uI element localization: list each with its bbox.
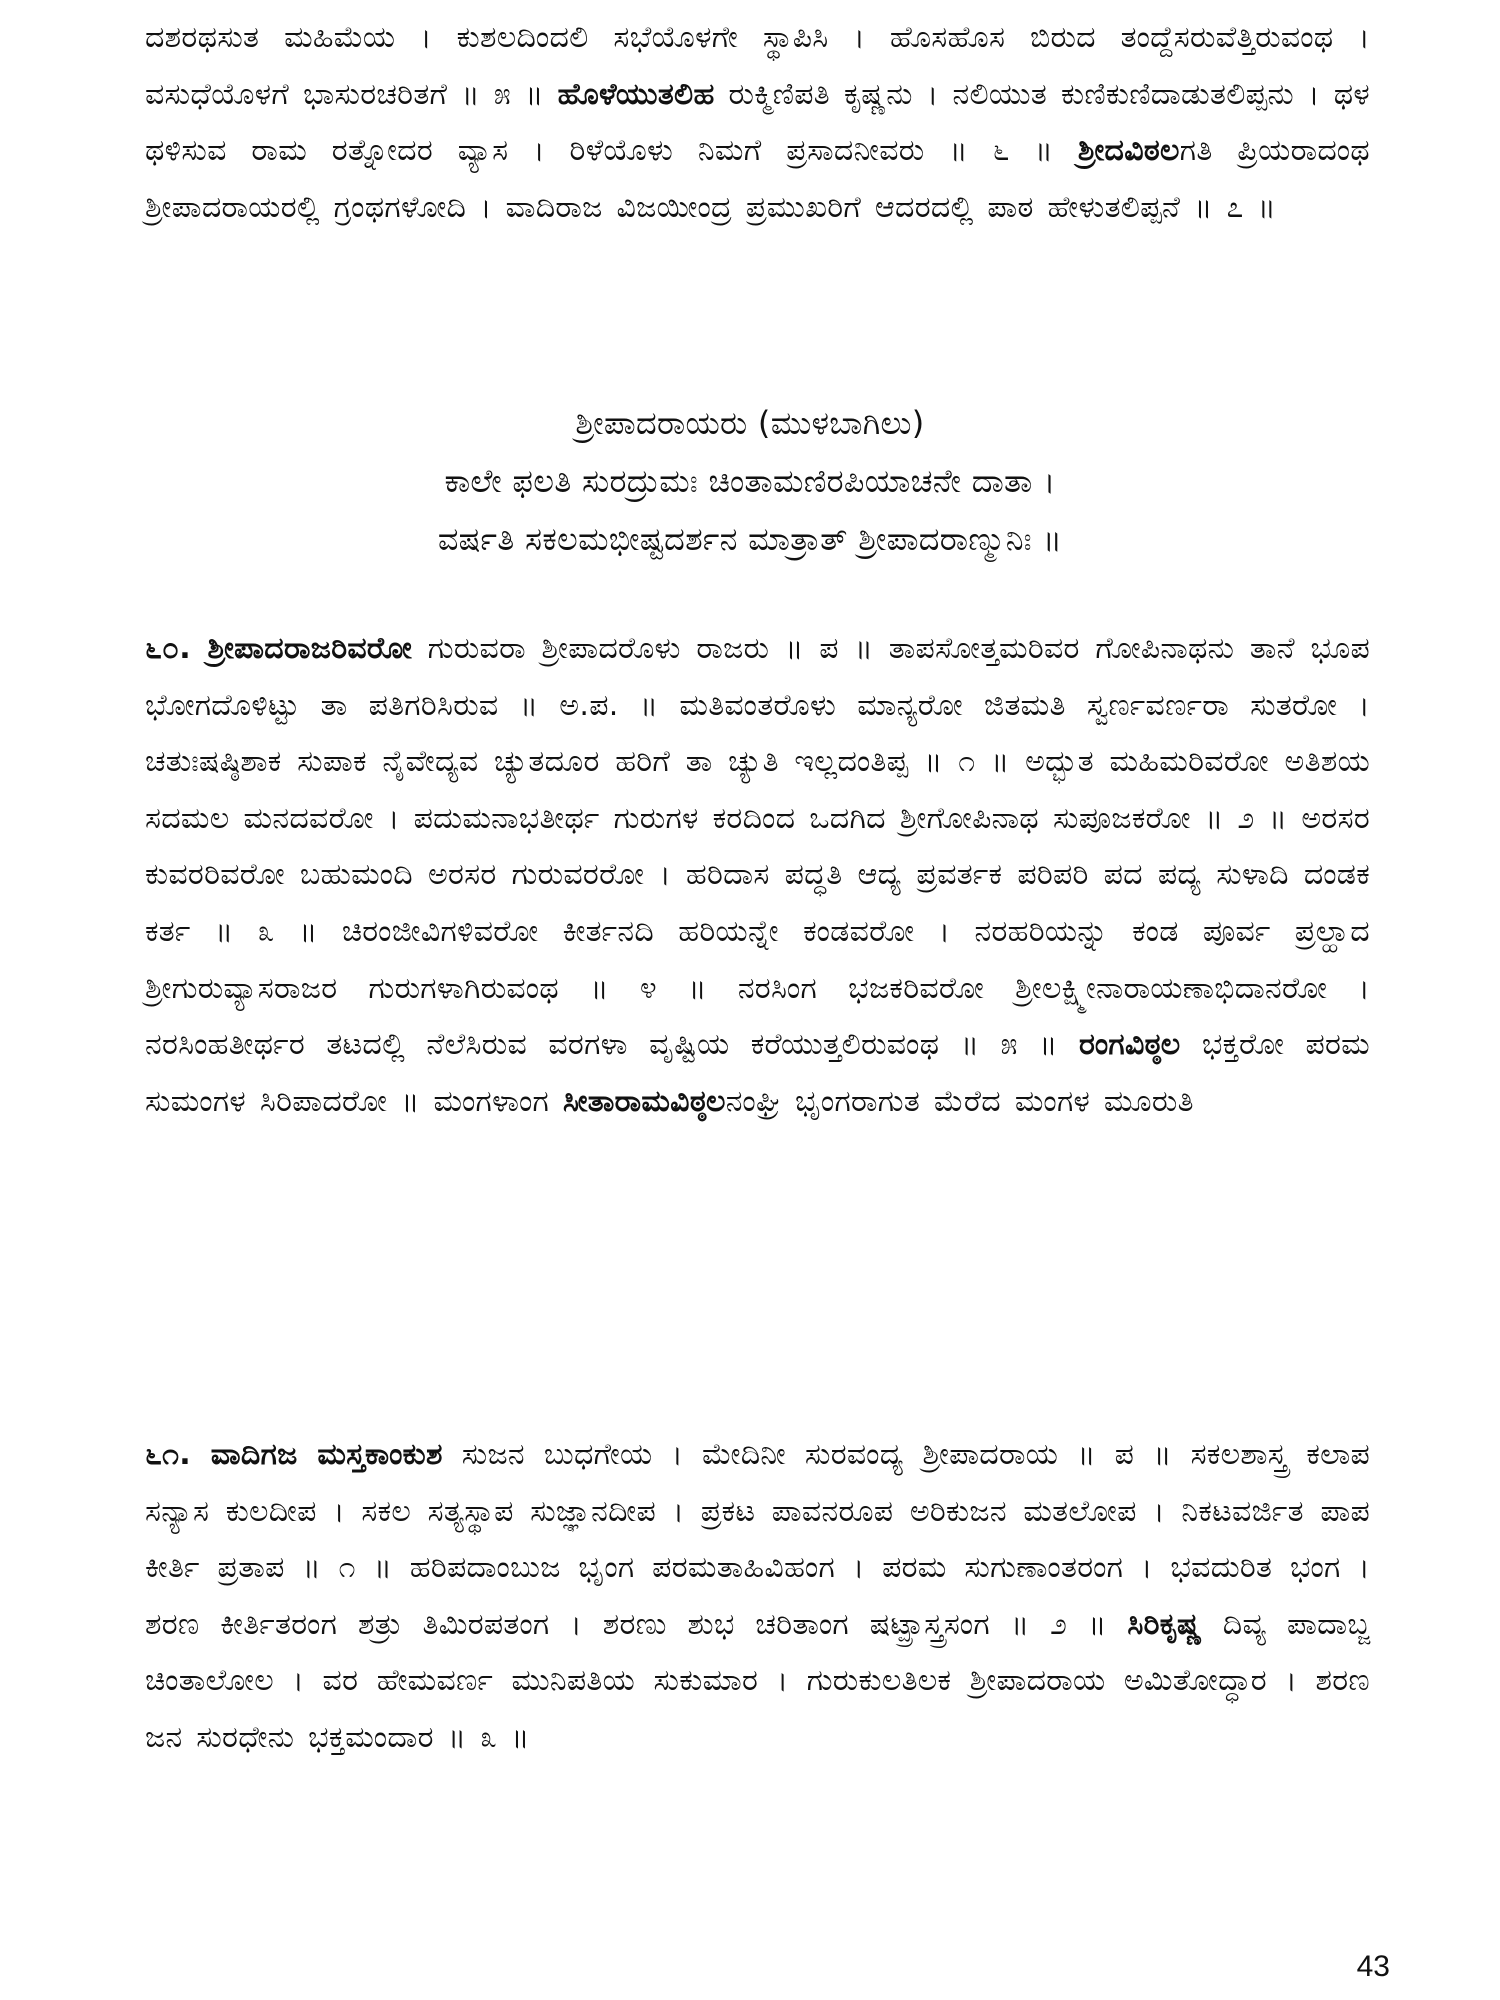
- verse-text: ರುಕ್ಮಿಣಿಪತಿ ಕೃಷ್ಣನು । ನಲಿಯುತ ಕುಣಿಕುಣಿದಾಡುತಲಿಪ್ಪನು । ಥಳ ಥಳಿಸುವ ರಾಮ ರತ್ನೋದರ ವ್ಯಾಸ । ರಿಳೆಯೊಳು ನಿಮಗೆ ಪ್ರಸಾದನೀವರು ॥ ೬ ॥: [145, 76, 1370, 169]
- verse-text: ದಿವ್ಯ ಪಾದಾಬ್ಜ ಚಿಂತಾಲೋಲ । ವರ ಹೇಮವರ್ಣ ಮುನಿಪತಿಯ ಸುಕುಮಾರ । ಗುರುಕುಲತಿಲಕ ಶ್ರೀಪಾದರಾಯ ಅಮಿತೋದ್ಧಾರ । ಶರಣ ಜನ ಸುರಧೇನು ಭಕ್ತಮಂದಾರ ॥ ೩ ॥: [145, 1606, 1370, 1755]
- ankita-name: ಸೀತಾರಾಮವಿಠ್ಠಲ: [562, 1083, 726, 1119]
- ankita-name: ರಂಗವಿಠ್ಠಲ: [1078, 1027, 1181, 1063]
- verse-text: ಸುಜನ ಬುಧಗೇಯ । ಮೇದಿನೀ ಸುರವಂದ್ಯ ಶ್ರೀಪಾದರಾಯ ॥ ಪ ॥ ಸಕಲಶಾಸ್ತ್ರ ಕಲಾಪ ಸನ್ಯಾಸ ಕುಲದೀಪ । ಸಕಲ ಸತ್ಯಸ್ಥಾಪ ಸುಜ್ಞಾನದೀಪ । ಪ್ರಕಟ ಪಾವನರೂಪ ಅರಿಕುಜನ ಮತಲೋಪ । ನಿಕಟವರ್ಜಿತ ಪಾಪ ಕೀರ್ತಿ ಪ್ರತಾಪ ॥ ೧ ॥ ಹರಿಪದಾಂಬುಜ ಭೃಂಗ ಪರಮತಾಹಿವಿಹಂಗ । ಪರಮ ಸುಗುಣಾಂತರಂಗ । ಭವದುರಿತ ಭಂಗ । ಶರಣ ಕೀರ್ತಿತರಂಗ ಶತ್ರು ತಿಮಿರಪತಂಗ । ಶರಣು ಶುಭ ಚರಿತಾಂಗ ಷಟ್ಪ್ರಾಸ್ತ್ರಸಂಗ ॥ ೨ ॥: [145, 1437, 1370, 1642]
- song-number-title: ೬೦. ಶ್ರೀಪಾದರಾಜರಿವರೋ: [145, 631, 413, 666]
- song-59-continuation: [145, 10, 1370, 236]
- verse-text: ಭಕ್ತರೋ ಪರಮ ಸುಮಂಗಳ ಸಿರಿಪಾದರೋ ॥ ಮಂಗಳಾಂಗ: [145, 1027, 1370, 1119]
- song-number-title: ೬೧. ವಾದಿಗಜ ಮಸ್ತಕಾಂಕುಶ: [145, 1437, 443, 1472]
- verse-bold-text: ಹೊಳೆಯುತಲಿಹ: [557, 76, 715, 112]
- verse-text: ಗುರುವರಾ ಶ್ರೀಪಾದರೊಳು ರಾಜರು ॥ ಪ ॥ ತಾಪಸೋತ್ತಮರಿವರ ಗೋಪಿನಾಥನು ತಾನೆ ಭೂಪ ಭೋಗದೊಳಿಟ್ಟು ತಾ ಪತಿಗರಿಸಿರುವ ॥ ಅ.ಪ. ॥ ಮತಿವಂತರೊಳು ಮಾನ್ಯರೋ ಜಿತಮತಿ ಸ್ವರ್ಣವರ್ಣರಾ ಸುತರೋ । ಚತುಃಷಷ್ಠಿಶಾಕ ಸುಪಾಕ ನೈವೇದ್ಯವ ಚ್ಯುತದೂರ ಹರಿಗೆ ತಾ ಚ್ಯುತಿ ಇಲ್ಲದಂತಿಪ್ಪ ॥ ೧ ॥ ಅದ್ಭುತ ಮಹಿಮರಿವರೋ ಅತಿಶಯ ಸದಮಲ ಮನದವರೋ । ಪದುಮನಾಭತೀರ್ಥ ಗುರುಗಳ ಕರದಿಂದ ಒದಗಿದ ಶ್ರೀಗೋಪಿನಾಥ ಸುಪೂಜಕರೋ ॥ ೨ ॥ ಅರಸರ ಕುವರರಿವರೋ ಬಹುಮಂದಿ ಅರಸರ ಗುರುವರರೋ । ಹರಿದಾಸ ಪದ್ಧತಿ ಆದ್ಯ ಪ್ರವರ್ತಕ ಪರಿಪರಿ ಪದ ಪದ್ಯ ಸುಳಾದಿ ದಂಡಕ ಕರ್ತ ॥ ೩ ॥ ಚಿರಂಜೀವಿಗಳಿವರೋ ಕೀರ್ತನದಿ ಹರಿಯನ್ನೇ ಕಂಡವರೋ । ನರಹರಿಯನ್ನು ಕಂಡ ಪೂರ್ವ ಪ್ರಲ್ಹಾದ ಶ್ರೀಗುರುವ್ಯಾಸರಾಜರ ಗುರುಗಳಾಗಿರುವಂಥ ॥ ೪ ॥ ನರಸಿಂಗ ಭಜಕರಿವರೋ ಶ್ರೀಲಕ್ಷ್ಮೀನಾರಾಯಣಾಭಿದಾನರೋ । ನರಸಿಂಹತೀರ್ಥರ ತಟದಲ್ಲಿ ನೆಲೆಸಿರುವ ವರಗಳಾ ವೃಷ್ಟಿಯ ಕರೆಯುತ್ತಲಿರುವಂಥ ॥ ೫ ॥: [145, 631, 1370, 1063]
- ankita-name: ಶ್ರೀದವಿಠಲ: [1077, 133, 1180, 169]
- song-61: [145, 1427, 1370, 1767]
- page-number: 43: [1356, 1950, 1390, 1983]
- section-title: ಶ್ರೀಪಾದರಾಯರು (ಮುಳಬಾಗಿಲು): [575, 404, 925, 442]
- ankita-name: ಸಿರಿಕೃಷ್ಣ: [1127, 1606, 1202, 1642]
- song-60: [145, 621, 1370, 1130]
- sanskrit-verse-line-1: ಕಾಲೇ ಫಲತಿ ಸುರದ್ರುಮಃ ಚಿಂತಾಮಣಿರಪಿಯಾಚನೇ ದಾತಾ ।: [444, 462, 1056, 500]
- sanskrit-verse-line-2: ವರ್ಷತಿ ಸಕಲಮಭೀಷ್ಟದರ್ಶನ ಮಾತ್ರಾತ್ ಶ್ರೀಪಾದರಾಣ್ಮುನಿಃ ॥: [437, 520, 1063, 558]
- verse-text: ನಂಘ್ರಿ ಭೃಂಗರಾಗುತ ಮೆರೆದ ಮಂಗಳ ಮೂರುತಿ: [725, 1083, 1194, 1119]
- verse-text: ದಶರಥಸುತ ಮಹಿಮೆಯ । ಕುಶಲದಿಂದಲಿ ಸಭೆಯೊಳಗೇ ಸ್ಥಾಪಿಸಿ । ಹೊಸಹೊಸ ಬಿರುದ ತಂದ್ದೆಸರುವೆತ್ತಿರುವಂಥ । ವಸುಧೆಯೊಳಗೆ ಭಾಸುರಚರಿತಗೆ ॥ ೫ ॥: [145, 20, 1370, 112]
- verse-text: ಗತಿ ಪ್ರಿಯರಾದಂಥ ಶ್ರೀಪಾದರಾಯರಲ್ಲಿ ಗ್ರಂಥಗಳೋದಿ । ವಾದಿರಾಜ ವಿಜಯೀಂದ್ರ ಪ್ರಮುಖರಿಗೆ ಆದರದಲ್ಲಿ ಪಾಠ ಹೇಳುತಲಿಪ್ಪನೆ ॥ ೭ ॥: [145, 133, 1370, 225]
